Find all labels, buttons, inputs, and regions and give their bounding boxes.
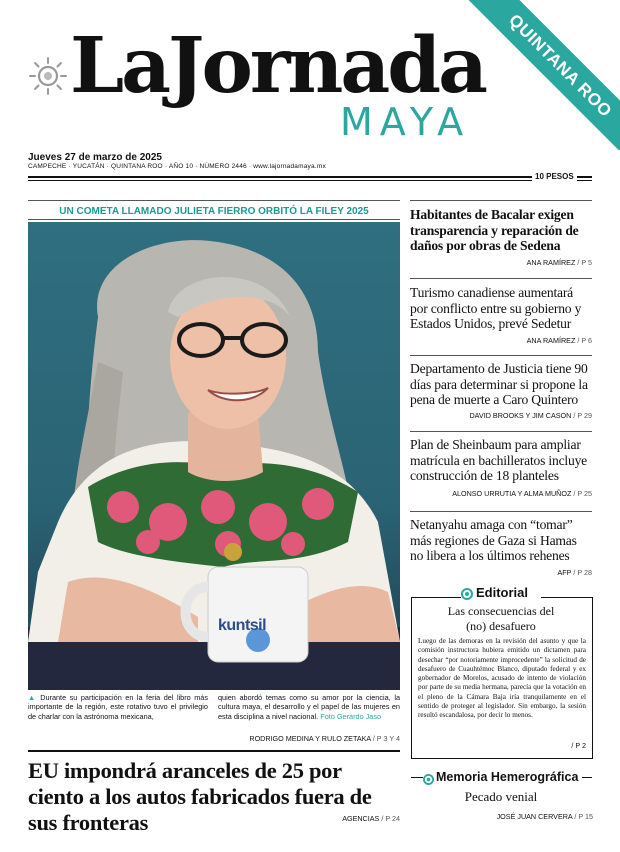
mug-label: kuntsil: [218, 617, 267, 634]
editorial-body: Luego de las demoras en la revisión del asunto y que la comisión instructora hubiera emitido un dictamen para desechar “por notoriamente improcedente” la solicitud de desafuero de Cuauhtémoc Blanco, diputado federal y ex gobernador de Morelos, acusado de intento de violación por parte de su media hermana, parecía que la votación en el pleno de la Cámara Baja iría tranquilamente en el sentido de proteger al legislador. Sin embargo, la sesión resultó escandalosa, por decir lo menos.: [418, 637, 586, 720]
main-rule: [28, 750, 400, 752]
editorial-subtitle[interactable]: Las consecuencias del (no) desafuero: [447, 604, 555, 633]
memo-byline: [411, 812, 593, 821]
story-headline-1[interactable]: Turismo canadiense aumentará por conflicto entre su gobierno y Estados Unidos, prevé Sedetur: [410, 285, 582, 331]
lead-page-ref[interactable]: / P 3 Y 4: [372, 734, 400, 743]
story-byline-2: [410, 411, 592, 420]
memo-title[interactable]: Memoria Hemerográfica: [436, 770, 579, 784]
story-rule-1: [410, 278, 592, 279]
story-headline-3[interactable]: Plan de Sheinbaum para ampliar matrícula en bachilleratos incluye construcción de 18 planteles: [410, 437, 588, 483]
main-page-ref[interactable]: / P 24: [381, 814, 400, 823]
story-headline-2[interactable]: Departamento de Justicia tiene 90 días para determinar si propone la pena de muerte a Caro Quintero: [410, 361, 588, 407]
story-rule-3: [410, 431, 592, 432]
photo-caption-right: [218, 693, 400, 721]
editorial-sun-icon: [461, 587, 473, 605]
story-page-ref-2[interactable]: / P 29: [573, 411, 592, 420]
region-banner-wrap: [430, 0, 620, 150]
masthead-rule: [28, 176, 592, 178]
story-byline-names-1: ANA RAMÍREZ: [526, 336, 576, 345]
issue-date: Jueves 27 de marzo de 2025: [28, 152, 162, 163]
masthead-logo[interactable]: LaJornada: [70, 21, 485, 111]
kicker-rule-bottom: [28, 219, 400, 220]
issue-info: CAMPECHE · YUCATÁN · QUINTANA ROO · AÑO 10 · NÚMERO 2446 · www.lajornadamaya.mx: [28, 163, 326, 170]
masthead-maya: MAYA: [340, 100, 471, 144]
story-page-ref-0[interactable]: / P 5: [577, 258, 592, 267]
story-byline-names-0: ANA RAMÍREZ: [526, 258, 576, 267]
sun-logo-icon: [28, 56, 68, 96]
story-byline-names-4: AFP: [557, 568, 572, 577]
story-byline-names-2: DAVID BROOKS Y JIM CASON: [469, 411, 572, 420]
memo-sun-icon: [423, 772, 434, 790]
story-byline-0: [410, 258, 592, 267]
story-byline-3: [410, 489, 592, 498]
main-headline[interactable]: EU impondrá aranceles de 25 por ciento a los autos fabricados fuera de sus fronteras: [28, 758, 372, 835]
editorial-page[interactable]: / P 2: [571, 741, 586, 750]
caption-text-right: quien abordó temas como su amor por la ciencia, la cultura maya, el desarrollo y el papel de las mujeres en esta disciplina a nivel nacional.: [218, 693, 400, 721]
kicker-rule-top: [28, 200, 400, 201]
lead-photo[interactable]: [28, 222, 400, 690]
memo-rule-right: [582, 777, 592, 778]
story-page-ref-4[interactable]: / P 28: [573, 568, 592, 577]
story-page-ref-1[interactable]: / P 6: [577, 336, 592, 345]
lead-byline-names: RODRIGO MEDINA Y RULO ZETAKA: [249, 734, 371, 743]
photo-caption-left: [28, 693, 208, 721]
story-rule-2: [410, 355, 592, 356]
photo-credit: Foto Gerardo Jaso: [320, 711, 382, 721]
main-byline: [28, 814, 400, 823]
story-rule-4: [410, 511, 592, 512]
lead-kicker[interactable]: UN COMETA LLAMADO JULIETA FIERRO ORBITÓ LA FILEY 2025: [59, 206, 369, 217]
story-byline-1: [410, 336, 592, 345]
caption-text-left: Durante su participación en la feria del libro más importante de la región, este rotativo tuvo el privilegio de charlar con la astrónoma mexicana,: [28, 693, 209, 721]
region-banner: QUINTANA ROO: [462, 0, 620, 150]
masthead-rule-thin: [28, 180, 592, 181]
main-byline-names: AGENCIAS: [342, 814, 380, 823]
memo-subtitle[interactable]: Pecado venial: [464, 789, 538, 804]
price-label: 10 PESOS: [532, 172, 577, 181]
memo-rule-left: [411, 777, 423, 778]
story-page-ref-3[interactable]: / P 25: [573, 489, 592, 498]
portrait-illustration: [28, 222, 400, 690]
lead-byline: [28, 734, 400, 743]
story-headline-4[interactable]: Netanyahu amaga con “tomar” más regiones de Gaza si Hamas no libera a los últimos rehenes: [410, 517, 577, 563]
story-headline-0[interactable]: Habitantes de Bacalar exigen transparencia y reparación de daños por obras de Sedena: [410, 207, 579, 253]
memo-page-ref[interactable]: / P 15: [574, 812, 593, 821]
story-byline-names-3: ALONSO URRUTIA Y ALMA MUÑOZ: [452, 489, 572, 498]
story-rule-0: [410, 200, 592, 201]
memo-byline-name: JOSÉ JUAN CERVERA: [496, 812, 573, 821]
story-byline-4: [410, 568, 592, 577]
editorial-title[interactable]: Editorial: [476, 585, 529, 600]
triangle-icon: ▲: [28, 693, 37, 702]
